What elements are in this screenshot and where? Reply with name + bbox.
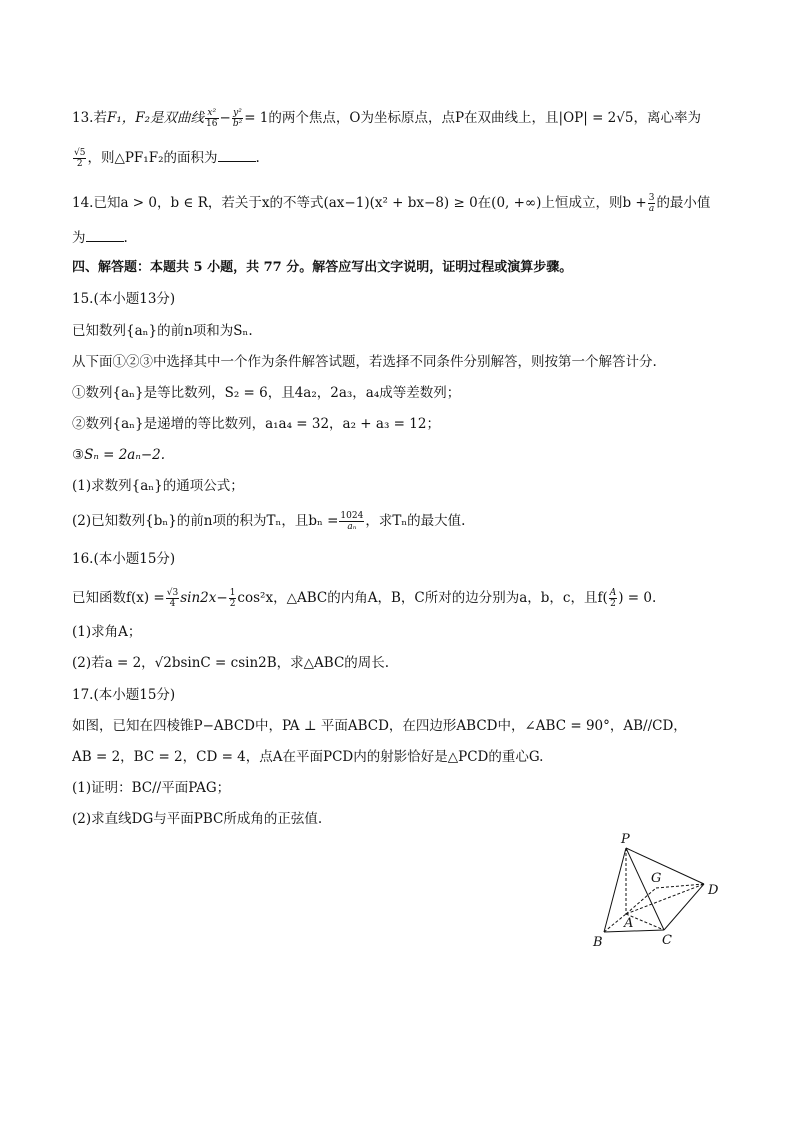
q16-part-2: (2)若a = 2，√2bsinC = csin2B，求△ABC的周长. [72, 655, 390, 671]
q13-answer-blank[interactable] [218, 148, 256, 162]
q13-frac-y2-b2: $\frac{\text{y²}}{\text{b²}}$ [232, 108, 243, 129]
q17-title: 17.(本小题15分) [72, 687, 176, 703]
edge-PB [604, 848, 626, 932]
q15-intro: 已知数列{aₙ}的前n项和为Sₙ. [72, 323, 253, 339]
q17-stem-line2: AB = 2，BC = 2，CD = 4，点A在平面PCD内的射影恰好是△PCD的重心G. [72, 749, 544, 765]
edge-AD-hidden [626, 884, 704, 914]
q14-answer-blank[interactable] [86, 228, 124, 242]
label-B: B [593, 935, 603, 950]
section-four-heading: 四、解答题：本题共 5 小题，共 77 分。解答应写出文字说明，证明过程或演算步骤。 [72, 260, 573, 275]
q13-number: 13.若 [72, 110, 107, 126]
q17-part-1: (1)证明：BC//平面PAG； [72, 780, 231, 796]
q14-text-a: 14.已知a > 0，b ∈ R，若关于x的不等式(ax−1)(x² + bx−8) ≥ 0在(0, +∞)上恒成立，则b + [72, 195, 647, 211]
q15-condition-2: ②数列{aₙ}是递增的等比数列，a₁a₄ = 32，a₂ + a₃ = 12； [72, 416, 440, 432]
q16-part-1: (1)求角A； [72, 624, 142, 640]
label-C: C [662, 933, 672, 948]
pyramid-figure [588, 828, 728, 954]
q15-condition-1: ①数列{aₙ}是等比数列，S₂ = 6，且4a₂，2a₃，a₄成等差数列； [72, 385, 461, 401]
edge-PD [626, 848, 704, 884]
label-G: G [651, 871, 662, 886]
segment-GD-hidden [656, 884, 704, 888]
q13-line2: $\frac{√5}{2}$ ，则△PF₁F₂的面积为 . [74, 148, 260, 169]
q13-text-a: F₁，F₂是双曲线 [106, 110, 205, 126]
q13-frac-sqrt5-2: $\frac{√5}{2}$ [74, 148, 86, 169]
label-A: A [624, 916, 634, 931]
label-P: P [621, 832, 630, 847]
edge-CD [664, 884, 704, 930]
q16-frac-sqrt3-4: $\frac{√3}{4}$ [166, 588, 179, 609]
segment-AG-hidden [626, 888, 656, 914]
q16-stem: 已知函数f(x) = $\frac{√3}{4}$ sin2x− $\frac{1}{2}$ cos²x，△ABC的内角A，B，C所对的边分别为a，b，c，且f( $\frac{A}{2}$ ) = 0. [72, 588, 657, 609]
q16-frac-A-2: $\frac{A}{2}$ [609, 588, 617, 609]
q14-text-b: 的最小值 [656, 195, 711, 211]
q15-part-1: (1)求数列{aₙ}的通项公式； [72, 478, 244, 494]
q13-text-line2: ，则△PF₁F₂的面积为 [87, 150, 218, 166]
q15-part-2: (2)已知数列{bₙ}的前n项的积为Tₙ，且bₙ = $\frac{1024}{\text{aₙ}}$ ，求Tₙ的最大值. [72, 511, 466, 532]
q17-part-2: (2)求直线DG与平面PBC所成角的正弦值. [72, 811, 323, 827]
q13-line1: 13.若F₁，F₂是双曲线 $\frac{\text{x²}}{16}$ − $\frac{\text{y²}}{\text{b²}}$ = 1的两个焦点，O为坐标原点，点P在双曲线上，且|OP| = 2√5，离心率为 [72, 108, 701, 129]
q14-line1 [72, 193, 710, 214]
q14-frac-3-a: $\frac{3}{a}$ [648, 193, 655, 214]
edge-BA-hidden [604, 914, 626, 932]
edge-BC [604, 930, 664, 932]
q15-frac-1024-an: $\frac{1024}{\text{aₙ}}$ [340, 511, 364, 532]
label-D: D [708, 883, 719, 898]
q14-line2: 为 . [72, 230, 128, 246]
q15-condition-3: ③Sₙ = 2aₙ−2. [72, 447, 166, 463]
q13-text-c: = 1的两个焦点，O为坐标原点，点P在双曲线上，且|OP| = 2√5，离心率为 [244, 110, 701, 126]
q17-stem-line1: 如图，已知在四棱锥P−ABCD中，PA ⊥ 平面ABCD，在四边形ABCD中，∠ABC = 90°，AB//CD， [72, 718, 687, 734]
q15-title: 15.(本小题13分) [72, 291, 176, 307]
q15-choose-instruction: 从下面①②③中选择其中一个作为条件解答试题，若选择不同条件分别解答，则按第一个解答计分. [72, 354, 657, 370]
q16-frac-1-2: $\frac{1}{2}$ [229, 588, 236, 609]
q16-title: 16.(本小题15分) [72, 551, 176, 567]
q13-frac-x2-16: $\frac{\text{x²}}{16}$ [206, 108, 218, 129]
